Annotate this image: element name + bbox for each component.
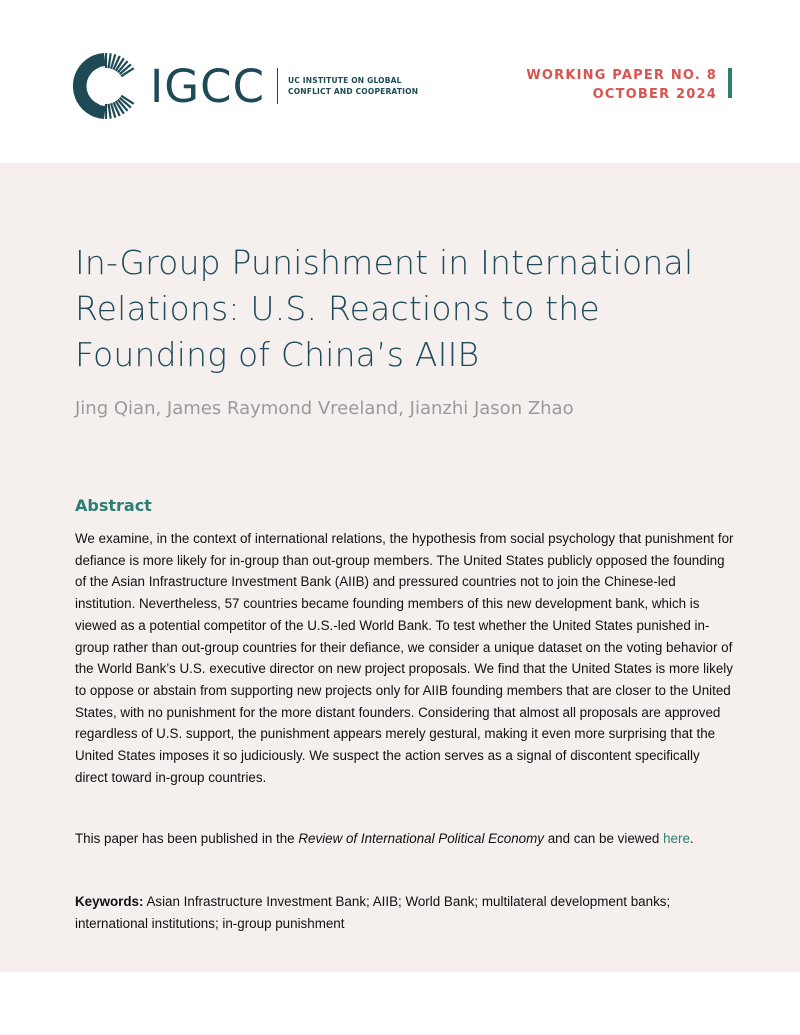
keywords bbox=[75, 891, 735, 934]
igcc-logo-mark-icon bbox=[72, 52, 140, 120]
abstract-body: We examine, in the context of international relations, the hypothesis from social psychology that punishment for defiance is more likely for in-group than out-group members. The United States publicly opposed the founding of the Asian Infrastructure Investment Bank (AIIB) and pressured countries not to join the Chinese-led institution. Nevertheless, 57 countries became founding members of this new development bank, which is viewed as a potential competitor of the U.S.-led World Bank. To test whether the United States punished in-group rather than out-group countries for their defiance, we consider a unique dataset on the voting behavior of the World Bank’s U.S. executive director on new project proposals. We find that the United States is more likely to oppose or abstain from supporting new projects only for AIIB founding members that are closer to the United States, with no punishment for the more distant founders. Considering that almost all proposals are approved regardless of U.S. support, the punishment appears merely gestural, making it even more surprising that the United States imposes it so judiciously. We suspect the action serves as a signal of discontent specifically direct toward in-group countries. bbox=[75, 531, 734, 785]
logo-ray bbox=[109, 53, 111, 68]
logo-ray bbox=[101, 53, 103, 66]
logo-subtitle bbox=[288, 75, 418, 97]
logo-wordmark: IGCC bbox=[150, 59, 265, 113]
working-paper-number: WORKING PAPER NO. 8 bbox=[526, 68, 717, 83]
keywords-label: Keywords: bbox=[75, 894, 144, 909]
logo-ray bbox=[109, 104, 111, 119]
journal-name: Review of International Political Economy bbox=[298, 831, 544, 846]
logo-subtitle-line2: CONFLICT AND COOPERATION bbox=[287, 87, 419, 96]
title-line: Founding of China’s AIIB bbox=[75, 335, 480, 374]
paper-link[interactable]: here bbox=[663, 831, 690, 846]
logo-subtitle-line1: UC INSTITUTE ON GLOBAL bbox=[287, 76, 402, 85]
authors: Jing Qian, James Raymond Vreeland, Jianzhi Jason Zhao bbox=[75, 398, 574, 419]
accent-bar bbox=[728, 68, 732, 98]
keywords-list: Asian Infrastructure Investment Bank; AIIB; World Bank; multilateral development banks; international institutions; in-group punishment bbox=[75, 894, 671, 931]
igcc-logo[interactable] bbox=[72, 52, 418, 120]
publication-date: OCTOBER 2024 bbox=[592, 87, 717, 102]
title-line: Relations: U.S. Reactions to the bbox=[75, 289, 600, 328]
logo-arc bbox=[80, 62, 97, 111]
abstract-heading: Abstract bbox=[75, 496, 152, 515]
note-prefix: This paper has been published in the bbox=[75, 831, 299, 846]
logo-divider bbox=[277, 68, 278, 104]
publication-note bbox=[75, 828, 735, 850]
title-line: In-Group Punishment in International bbox=[75, 243, 694, 282]
paper-title bbox=[75, 240, 735, 378]
note-middle: and can be viewed bbox=[543, 831, 664, 846]
note-suffix: . bbox=[689, 831, 694, 846]
working-paper-info bbox=[526, 66, 717, 104]
page-header bbox=[0, 0, 800, 163]
